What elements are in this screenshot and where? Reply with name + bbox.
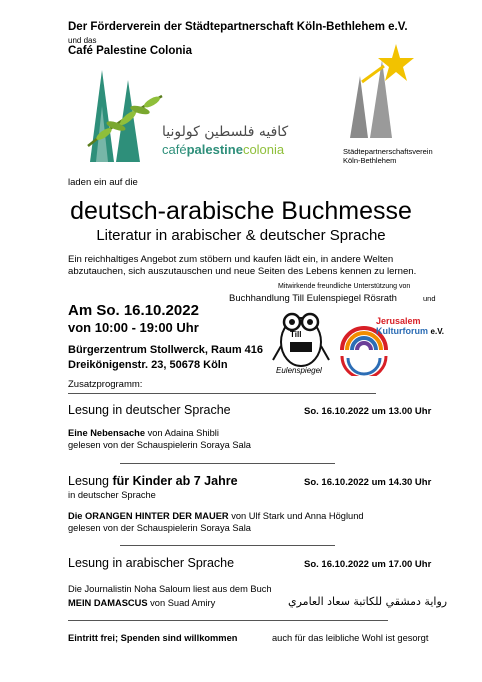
page-title: deutsch-arabische Buchmesse bbox=[70, 197, 412, 225]
invite-text: laden ein auf die bbox=[68, 177, 138, 188]
event-date: Am So. 16.10.2022 bbox=[68, 302, 199, 319]
event-time: von 10:00 - 19:00 Uhr bbox=[68, 320, 199, 335]
program-2-when: So. 16.10.2022 um 14.30 Uhr bbox=[304, 477, 432, 488]
program-3-line1: Die Journalistin Noha Saloum liest aus dem Buch bbox=[68, 584, 272, 594]
event-address: Dreikönigenstr. 23, 50678 Köln bbox=[68, 359, 228, 371]
support-name: Buchhandlung Till Eulenspiegel Rösrath bbox=[229, 293, 397, 304]
intro-line1: Ein reichhaltiges Angebot zum stöbern und kaufen lädt ein, in andere Welten bbox=[68, 254, 394, 265]
jkf-line2: Kulturforum e.V. bbox=[376, 326, 445, 336]
program-1-book: Eine Nebensache von Adaina Shibli bbox=[68, 428, 219, 438]
till-logo-top: Till bbox=[290, 330, 302, 339]
divider bbox=[120, 545, 335, 546]
cafe-latin-logo: cafépalestinecolonia bbox=[162, 142, 285, 157]
program-1-when: So. 16.10.2022 um 13.00 Uhr bbox=[304, 406, 432, 417]
intro-line2: abzutauchen, sich auszutauschen und neue Seiten des Lebens kennen zu lernen. bbox=[68, 266, 417, 277]
program-1-title: Lesung in deutscher Sprache bbox=[68, 403, 231, 417]
footer-right: auch für das leibliche Wohl ist gesorgt bbox=[272, 633, 429, 643]
und-das-text: und das bbox=[68, 36, 97, 45]
till-logo-bottom: Eulenspiegel bbox=[276, 366, 322, 375]
program-2-sub: in deutscher Sprache bbox=[68, 490, 156, 500]
program-3-arabic: رواية دمشقي للكاتبة سعاد العامري bbox=[288, 595, 448, 608]
program-2-title: Lesung für Kinder ab 7 Jahre bbox=[68, 474, 238, 488]
divider bbox=[120, 463, 335, 464]
cafe-arabic-logo: كافيه فلسطين كولونيا bbox=[162, 124, 289, 140]
jkf-line1: Jerusalem bbox=[376, 316, 421, 326]
footer-left: Eintritt frei; Spenden sind willkommen bbox=[68, 633, 238, 643]
program-1-reader: gelesen von der Schauspielerin Soraya Sala bbox=[68, 440, 251, 450]
extra-program-label: Zusatzprogramm: bbox=[68, 379, 143, 390]
program-3-book: MEIN DAMASCUS von Suad Amiry bbox=[68, 598, 216, 608]
program-3-when: So. 16.10.2022 um 17.00 Uhr bbox=[304, 559, 432, 570]
program-2-book: Die ORANGEN HINTER DER MAUER von Ulf Stark und Anna Höglund bbox=[68, 511, 364, 521]
divider bbox=[68, 620, 388, 621]
organizer-line: Der Förderverein der Städtepartnerschaft Köln-Bethlehem e.V. bbox=[68, 21, 408, 33]
event-venue: Bürgerzentrum Stollwerck, Raum 416 bbox=[68, 344, 264, 356]
gray-spire-left-icon bbox=[350, 76, 368, 138]
sv-line2: Köln-Bethlehem bbox=[343, 156, 397, 165]
program-2-reader: gelesen von der Schauspielerin Soraya Sala bbox=[68, 523, 251, 533]
support-label: Mitwirkende freundliche Unterstützung von bbox=[278, 283, 411, 290]
page-subtitle: Literatur in arabischer & deutscher Sprache bbox=[96, 227, 386, 244]
divider bbox=[68, 393, 376, 394]
program-3-title: Lesung in arabischer Sprache bbox=[68, 556, 235, 570]
sv-line1: Städtepartnerschaftsverein bbox=[343, 147, 433, 156]
arc-purple-icon bbox=[357, 343, 371, 350]
cologne-olive-logo bbox=[82, 66, 166, 166]
sister-city-logo bbox=[344, 36, 420, 140]
cafe-line: Café Palestine Colonia bbox=[68, 45, 192, 57]
support-und: und bbox=[423, 294, 436, 303]
